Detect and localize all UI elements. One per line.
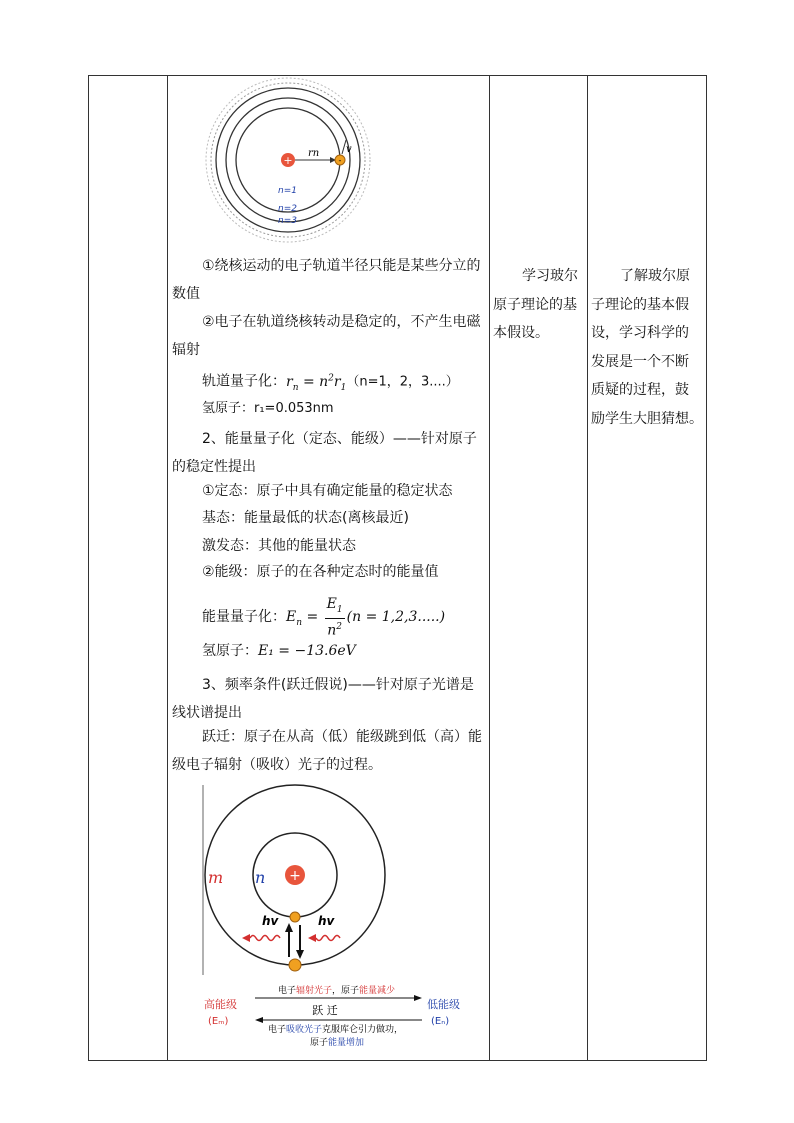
text-line: 跃迁：原子在从高（低）能级跳到低（高）能 [202, 729, 482, 745]
hv-right: hv [318, 914, 335, 928]
column-divider [587, 76, 588, 1060]
transition-label: 跃 迁 [312, 1004, 338, 1017]
svg-text:电子辐射光子，原子能量减少: 电子辐射光子，原子能量减少 [278, 986, 396, 996]
text-line: 激发态：其他的能量状态 [202, 538, 356, 554]
m-label: m [208, 868, 224, 887]
high-level-label: 高能级 [204, 998, 237, 1011]
low-level-label: 低能级 [427, 998, 460, 1011]
svg-text:电子吸收光子克服库仑引力做功，: 电子吸收光子克服库仑引力做功， [268, 1025, 404, 1035]
column-divider [489, 76, 490, 1060]
em-label: (Eₘ) [208, 1016, 229, 1027]
column-3-text: 学习玻尔 原子理论的基 本假设。 [493, 268, 578, 341]
n-label: n [255, 868, 266, 887]
text-line: 2、能量量子化（定态、能级）——针对原子 [202, 431, 477, 447]
svg-text:-: - [338, 156, 342, 165]
energy-quantization: 能量量子化：$E_n$ = $\frac{E_1}{n^2}$ (n = 1,2,3.....) [202, 596, 446, 639]
orbit-quantization: 轨道量子化：$r_n = n^2r_1(n=1$，2，3....） [202, 373, 459, 393]
en-label: (Eₙ) [431, 1016, 450, 1027]
hv-left: hv [262, 914, 279, 928]
transition-diagram [200, 780, 460, 1055]
text-line: 3、频率条件(跃迁假说)——针对原子光谱是 [202, 677, 474, 693]
v-label: v [346, 144, 352, 155]
text-line: 数值 [172, 286, 200, 302]
text-line: 氢原子：r₁=0.053nm [202, 401, 334, 416]
column-4-text: 了解玻尔原 子理论的基本假 设，学习科学的 发展是一个不断 质疑的过程，鼓 励学生大胆猜想。 [591, 268, 703, 427]
electron-icon [289, 959, 301, 971]
orbit-diagram [200, 80, 375, 230]
text-line: ①定态：原子中具有确定能量的稳定状态 [202, 483, 453, 499]
text-line: 基态：能量最低的状态(离核最近) [202, 510, 409, 526]
n1-label: n=1 [278, 186, 297, 196]
electron-icon [290, 912, 300, 922]
n2-label: n=2 [278, 204, 297, 214]
svg-text:原子能量增加: 原子能量增加 [310, 1038, 365, 1048]
n3-label: n=3 [278, 216, 297, 226]
text-line: ①绕核运动的电子轨道半径只能是某些分立的 [202, 258, 481, 274]
text-line: 线状谱提出 [172, 705, 242, 721]
text-line: 辐射 [172, 342, 200, 358]
text-line: ②能级：原子的在各种定态时的能量值 [202, 564, 439, 580]
rn-label: rn [308, 148, 320, 159]
hydrogen-energy: 氢原子：E₁ = −13.6eV [202, 643, 356, 659]
text-line: ②电子在轨道绕核转动是稳定的，不产生电磁 [202, 314, 481, 330]
svg-text:+: + [283, 154, 293, 167]
text-line: 的稳定性提出 [172, 459, 256, 475]
text-line: 级电子辐射（吸收）光子的过程。 [172, 757, 382, 773]
svg-text:+: + [289, 868, 301, 884]
column-divider [167, 76, 168, 1060]
